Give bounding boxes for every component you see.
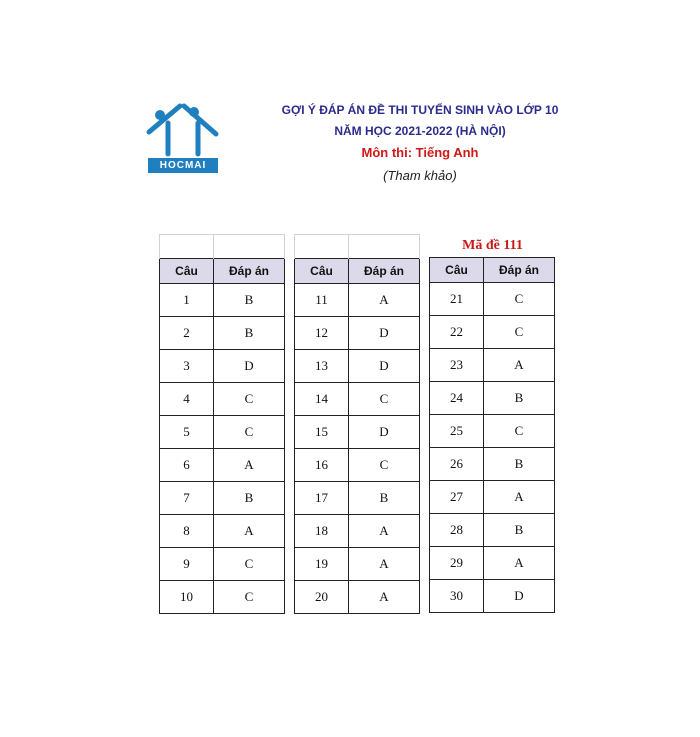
answer-letter: D: [349, 416, 420, 449]
answer-letter: A: [349, 581, 420, 614]
question-number: 24: [430, 382, 484, 415]
question-number: 13: [295, 350, 349, 383]
subject-label: Môn thi: Tiếng Anh: [361, 145, 479, 160]
table-row: [430, 382, 555, 415]
question-number: 5: [160, 416, 214, 449]
table-row: [295, 317, 420, 350]
question-header: Câu: [295, 259, 349, 284]
question-number: 2: [160, 317, 214, 350]
title-line-2: NĂM HỌC 2021-2022 (HÀ NỘI): [334, 124, 506, 138]
question-number: 1: [160, 284, 214, 317]
answer-letter: C: [484, 316, 555, 349]
table-row: [160, 449, 285, 482]
table-row: [160, 515, 285, 548]
question-number: 25: [430, 415, 484, 448]
table-row: [160, 317, 285, 350]
question-number: 17: [295, 482, 349, 515]
question-number: 27: [430, 481, 484, 514]
answer-letter: A: [484, 481, 555, 514]
table-row: [160, 383, 285, 416]
blank-row: [295, 235, 420, 259]
question-number: 4: [160, 383, 214, 416]
question-header: Câu: [430, 258, 484, 283]
table-row: [295, 449, 420, 482]
answer-letter: A: [484, 547, 555, 580]
table-row: [160, 284, 285, 317]
answer-letter: B: [214, 482, 285, 515]
answer-letter: A: [484, 349, 555, 382]
title-line-1: GỢI Ý ĐÁP ÁN ĐỀ THI TUYỂN SINH VÀO LỚP 10: [281, 103, 559, 117]
answer-letter: A: [214, 449, 285, 482]
question-number: 9: [160, 548, 214, 581]
answer-letter: B: [214, 284, 285, 317]
answer-table-3: [429, 234, 555, 613]
answer-letter: C: [484, 283, 555, 316]
question-number: 26: [430, 448, 484, 481]
question-number: 16: [295, 449, 349, 482]
answer-table-2: [294, 234, 420, 614]
answer-letter: A: [349, 284, 420, 317]
question-number: 18: [295, 515, 349, 548]
blank-row: [430, 234, 555, 258]
table-row: [295, 350, 420, 383]
question-number: 10: [160, 581, 214, 614]
table-row: [430, 448, 555, 481]
table-row: [430, 349, 555, 382]
table-row: [295, 284, 420, 317]
question-number: 20: [295, 581, 349, 614]
answer-letter: C: [214, 548, 285, 581]
answer-letter: B: [484, 514, 555, 547]
table-header-row: [295, 259, 420, 284]
answer-table-1: [159, 234, 285, 614]
answer-header: Đáp án: [214, 259, 285, 284]
blank-row: [160, 235, 285, 259]
answer-letter: B: [484, 448, 555, 481]
answer-header: Đáp án: [349, 259, 420, 284]
table-header-row: [430, 258, 555, 283]
table-row: [295, 383, 420, 416]
question-number: 23: [430, 349, 484, 382]
table-row: [430, 514, 555, 547]
question-number: 7: [160, 482, 214, 515]
question-header: Câu: [160, 259, 214, 284]
question-number: 22: [430, 316, 484, 349]
question-number: 28: [430, 514, 484, 547]
question-number: 8: [160, 515, 214, 548]
answer-letter: B: [484, 382, 555, 415]
question-number: 11: [295, 284, 349, 317]
table-row: [430, 283, 555, 316]
answer-letter: D: [349, 350, 420, 383]
answer-letter: D: [214, 350, 285, 383]
answer-letter: A: [214, 515, 285, 548]
question-number: 6: [160, 449, 214, 482]
answer-letter: B: [214, 317, 285, 350]
answer-letter: C: [214, 416, 285, 449]
question-number: 15: [295, 416, 349, 449]
answer-letter: C: [484, 415, 555, 448]
question-number: 19: [295, 548, 349, 581]
table-row: [160, 482, 285, 515]
answer-letter: D: [349, 317, 420, 350]
table-row: [160, 350, 285, 383]
logo-text: HOCMAI: [148, 158, 218, 173]
question-number: 21: [430, 283, 484, 316]
answer-header: Đáp án: [484, 258, 555, 283]
answer-letter: C: [214, 383, 285, 416]
table-row: [430, 316, 555, 349]
answer-letter: C: [214, 581, 285, 614]
table-row: [430, 481, 555, 514]
table-row: [295, 548, 420, 581]
table-row: [160, 416, 285, 449]
answer-letter: D: [484, 580, 555, 613]
question-number: 29: [430, 547, 484, 580]
table-header-row: [160, 259, 285, 284]
table-row: [430, 580, 555, 613]
table-row: [295, 581, 420, 614]
table-row: [295, 482, 420, 515]
question-number: 3: [160, 350, 214, 383]
reference-note: (Tham khảo): [383, 168, 457, 183]
question-number: 30: [430, 580, 484, 613]
table-row: [160, 581, 285, 614]
table-row: [430, 547, 555, 580]
exam-code: Mã đề 111: [462, 238, 523, 253]
answer-letter: B: [349, 482, 420, 515]
question-number: 14: [295, 383, 349, 416]
table-row: [160, 548, 285, 581]
answer-letter: A: [349, 515, 420, 548]
answer-letter: C: [349, 449, 420, 482]
answer-letter: A: [349, 548, 420, 581]
question-number: 12: [295, 317, 349, 350]
table-row: [295, 515, 420, 548]
table-row: [430, 415, 555, 448]
answer-letter: C: [349, 383, 420, 416]
table-row: [295, 416, 420, 449]
